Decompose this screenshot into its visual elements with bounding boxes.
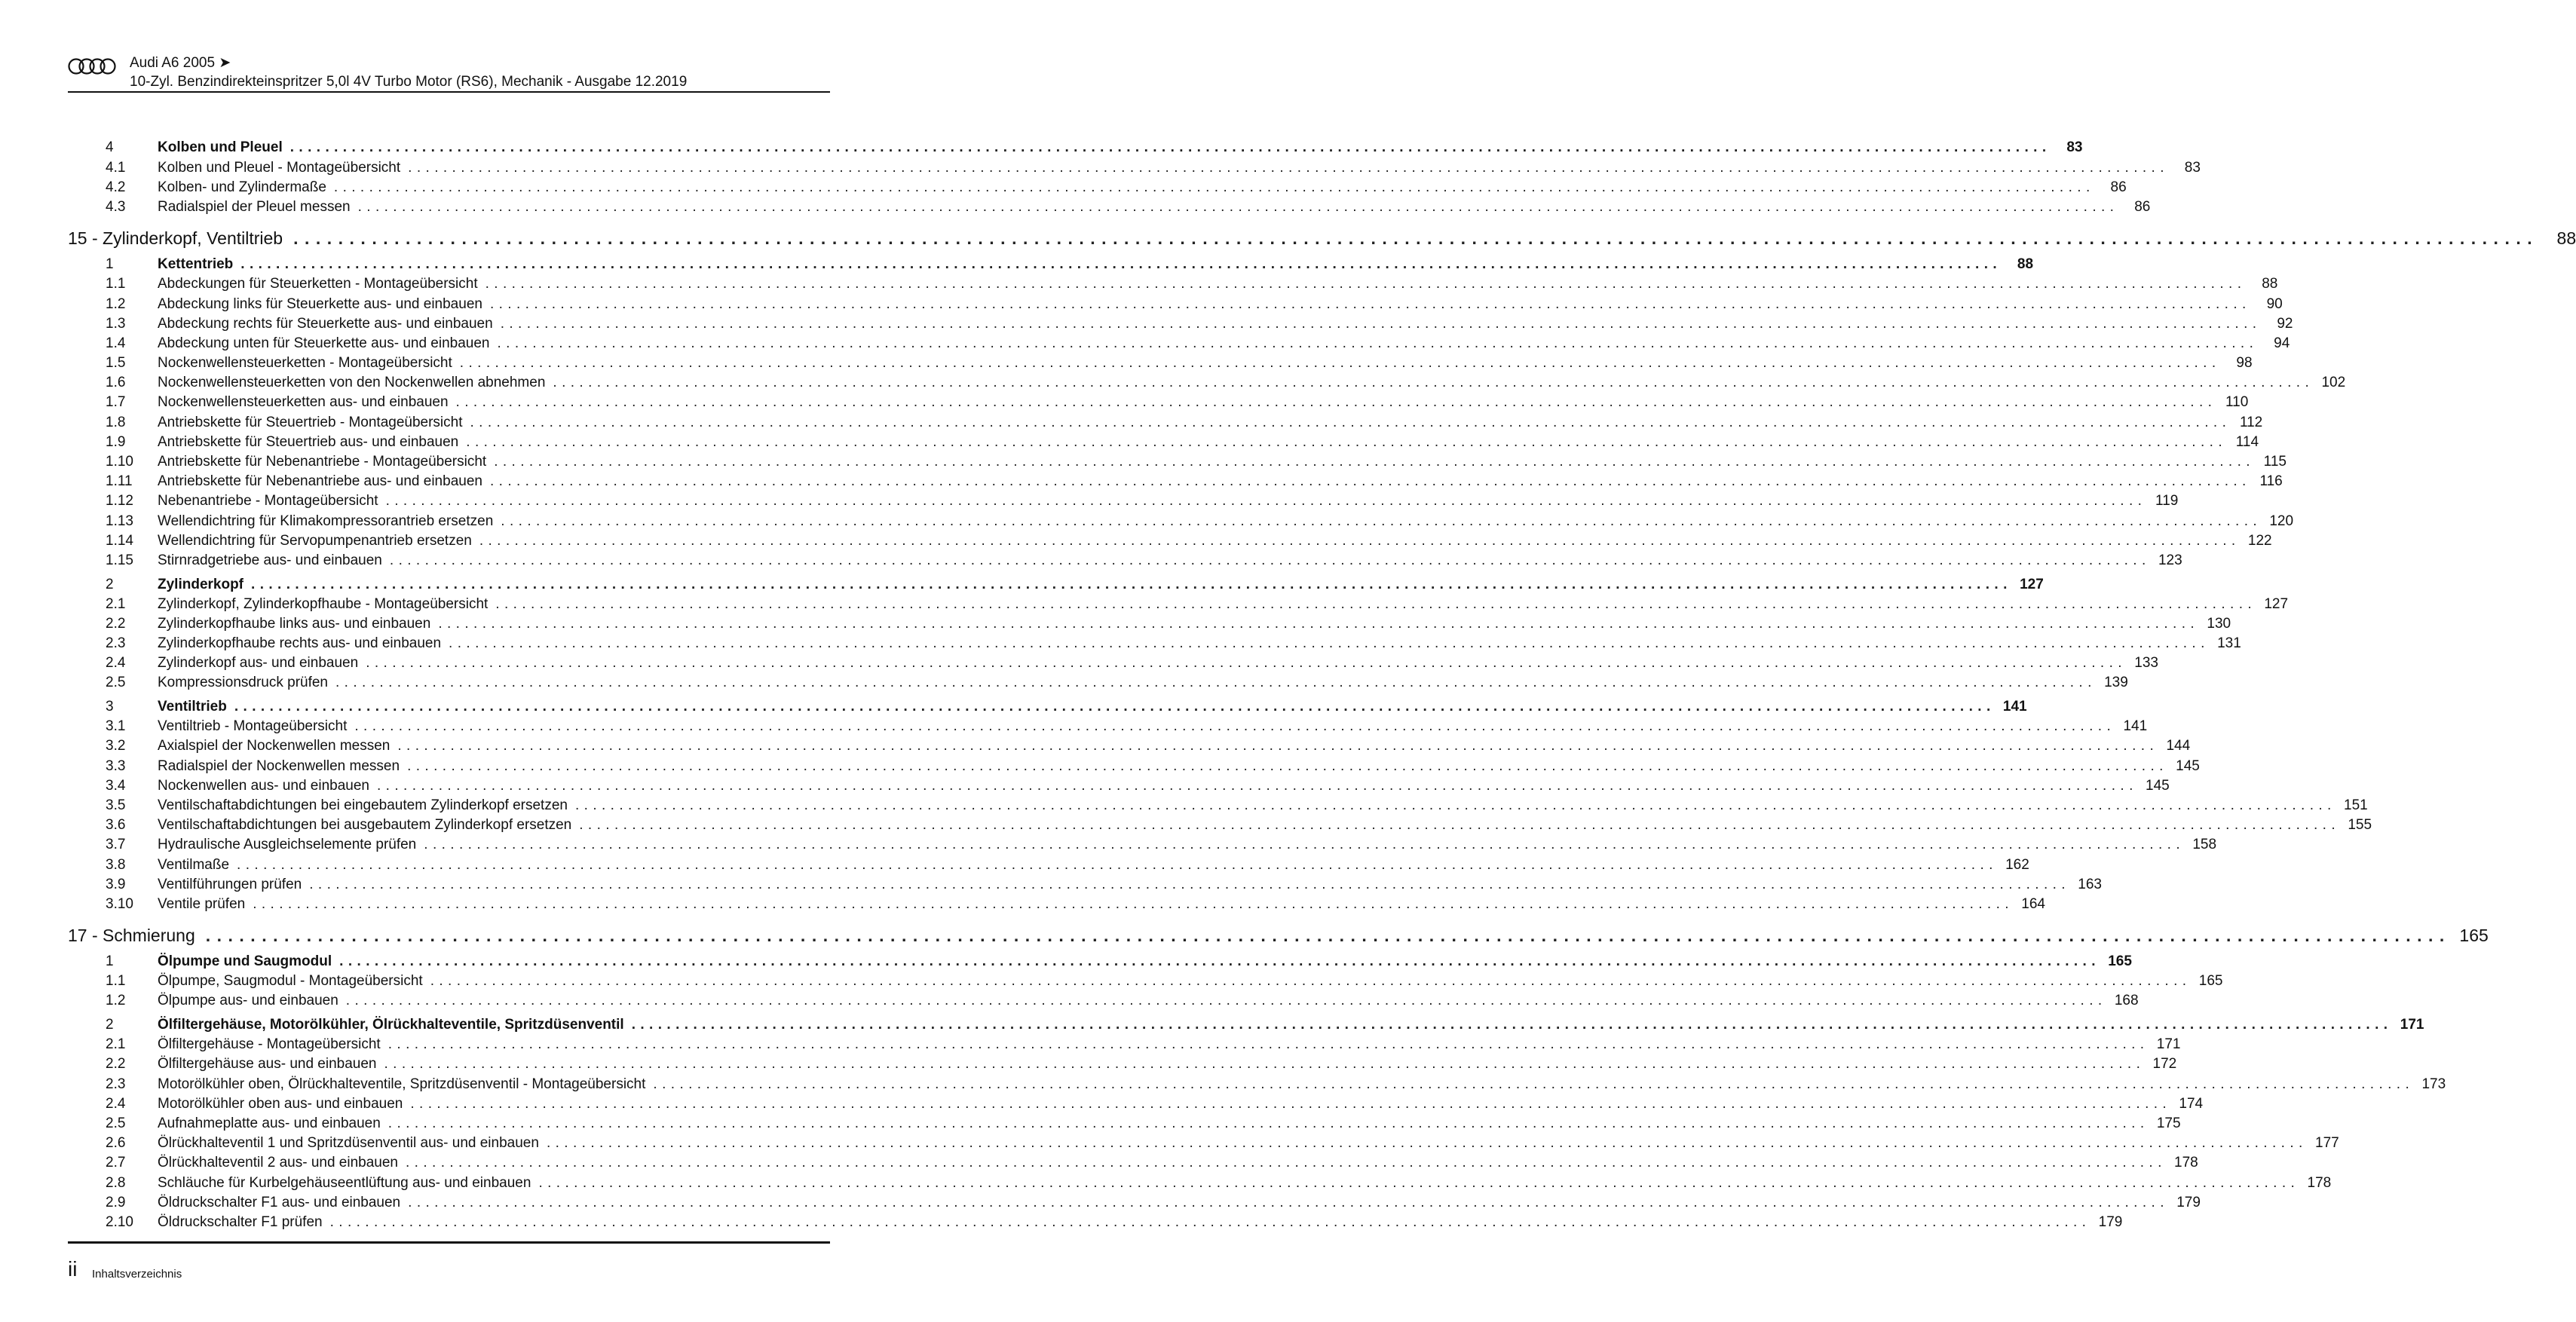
toc-entry[interactable] [68,595,2289,616]
toc-entry[interactable] [68,295,2283,316]
dot-leader: ........................................................................................................................................................................................................ [354,718,2116,735]
entry-page: 144 [2166,738,2191,754]
entry-page: 175 [2156,1115,2181,1131]
entry-title: Ventile prüfen [158,895,246,912]
entry-title: Ölfiltergehäuse - Montageübersicht [158,1036,381,1053]
entry-title: Antriebskette für Nebenantriebe aus- und einbauen [158,473,482,490]
entry-number: 1.15 [106,552,133,568]
entry-number: 2.5 [106,1115,126,1131]
toc-chapter[interactable] [68,926,2489,950]
toc-entry[interactable] [68,454,2287,473]
dot-leader: ........................................................................................................................................................................................................ [384,1056,2146,1073]
entry-page: 88 [2556,228,2576,249]
entry-title: Radialspiel der Nockenwellen messen [158,757,400,774]
entry-page: 165 [2108,953,2132,970]
entry-number: 3.3 [106,757,126,774]
entry-title: Axialspiel der Nockenwellen messen [158,738,391,754]
dot-leader: ........................................................................................................................................................................................................ [489,295,2251,312]
dot-leader: ........................................................................................................................................................................................................ [424,837,2185,853]
toc-entry[interactable] [68,895,2045,916]
entry-page: 131 [2217,635,2241,652]
entry-title: Kolben- und Zylindermaße [158,179,326,195]
entry-number: 1.13 [106,513,133,529]
dot-leader: ........................................................................................................................................................................................................ [407,757,2168,774]
entry-page: 114 [2235,433,2259,450]
entry-title: Schläuche für Kurbelgehäuseentlüftung aus- und einbauen [158,1174,531,1191]
entry-number: 2.4 [106,655,126,672]
entry-title: Ölpumpe aus- und einbauen [158,993,338,1009]
dot-leader: ........................................................................................................................................................................................................ [376,777,2138,794]
entry-number: 2.3 [106,635,126,652]
entry-number: 3.4 [106,777,126,794]
toc-entry[interactable] [68,757,2200,778]
toc-entry[interactable] [68,615,2231,635]
dot-leader: ........................................................................................................................................................................................................ [500,315,2262,332]
entry-title: Ventilschaftabdichtungen bei ausgebautem Zylinderkopf ersetzen [158,817,572,834]
toc-entry[interactable] [68,335,2290,355]
entry-page: 86 [2110,179,2127,195]
dot-leader: ........................................................................................................................................................................................................ [430,973,2192,990]
footer-rule [68,1241,830,1244]
toc-entry[interactable] [68,856,2029,877]
entry-number: 1.10 [106,454,133,470]
entry-number: 4 [106,139,114,156]
entry-page: 90 [2266,295,2283,312]
toc-entry[interactable] [68,837,2217,856]
header-model: Audi A6 2005 ➤ [130,55,231,71]
entry-page: 92 [2277,315,2293,332]
dot-leader: ........................................................................................................................................................................................................ [553,375,2314,391]
entry-title: Radialspiel der Pleuel messen [158,198,351,215]
dot-leader: ........................................................................................................................................................................................................ [205,926,2451,946]
toc-entry[interactable] [68,738,2191,757]
dot-leader: ........................................................................................................................................................................................................ [455,394,2217,411]
entry-page: 133 [2134,655,2158,672]
entry-title: Ventiltrieb - Montageübersicht [158,718,348,735]
dot-leader: ........................................................................................................................................................................................................ [574,797,2336,813]
entry-page: 83 [2066,139,2083,156]
entry-page: 127 [2020,576,2044,592]
entry-title: Ventiltrieb [158,699,227,715]
dot-leader: ........................................................................................................................................................................................................ [459,355,2221,372]
entry-number: 4.2 [106,179,126,195]
header-subtitle: 10-Zyl. Benzindirekteinspritzer 5,0l 4V Turbo Motor (RS6), Mechanik - Ausgabe 12.2019 [130,74,688,90]
footer-page-number: ii [68,1257,78,1281]
entry-number: 1.2 [106,295,126,312]
audi-rings-logo [68,57,118,75]
toc-entry[interactable] [68,414,2263,434]
entry-page: 115 [2263,454,2287,470]
toc-entry[interactable] [68,993,2139,1012]
entry-title: Wellendichtring für Klimakompressorantrieb ersetzen [158,513,494,529]
entry-page: 155 [2348,817,2372,834]
entry-number: 1.6 [106,375,126,391]
entry-page: 141 [2002,699,2027,715]
entry-number: 3 [106,699,114,715]
entry-title: 17 - Schmierung [68,926,195,946]
entry-page: 122 [2247,532,2272,549]
dot-leader: ........................................................................................................................................................................................................ [397,738,2159,754]
toc-chapter[interactable] [68,228,2576,252]
entry-number: 2.7 [106,1155,126,1171]
toc-entry[interactable] [68,1194,2201,1214]
entry-title: Kolben und Pleuel [158,139,283,156]
entry-title: Ölpumpe und Saugmodul [158,953,332,970]
entry-title: Ölrückhalteventil 2 aus- und einbauen [158,1155,398,1171]
entry-page: 168 [2114,993,2139,1009]
entry-title: Kettentrieb [158,256,234,273]
entry-number: 1.4 [106,335,126,351]
entry-title: Motorölkühler oben, Ölrückhalteventile, Spritzdüsenventil - Montageübersicht [158,1076,646,1092]
entry-number: 2.2 [106,615,126,632]
entry-page: 141 [2123,718,2148,735]
toc-section[interactable] [68,699,2027,718]
entry-number: 4.1 [106,159,126,176]
dot-leader: ........................................................................................................................................................................................................ [237,856,1998,873]
toc-entry[interactable] [68,1155,2198,1174]
dot-leader: ........................................................................................................................................................................................................ [408,159,2169,176]
dot-leader: ........................................................................................................................................................................................................ [389,552,2151,568]
entry-page: 179 [2176,1194,2201,1210]
toc-entry[interactable] [68,797,2368,817]
entry-page: 94 [2274,335,2290,351]
toc-entry[interactable] [68,1056,2177,1076]
entry-title: Motorölkühler oben aus- und einbauen [158,1095,403,1112]
dot-leader: ........................................................................................................................................................................................................ [495,595,2257,612]
entry-number: 3.7 [106,837,126,853]
dot-leader: ........................................................................................................................................................................................................ [357,198,2119,215]
dot-leader: ........................................................................................................................................................................................................ [579,817,2341,834]
toc-entry[interactable] [68,635,2241,655]
entry-page: 171 [2400,1017,2424,1033]
entry-page: 127 [2264,595,2289,612]
entry-title: Zylinderkopf, Zylinderkopfhaube - Montageübersicht [158,595,489,612]
entry-page: 112 [2239,414,2263,430]
entry-number: 2.9 [106,1194,126,1210]
entry-page: 177 [2315,1135,2339,1152]
toc-entry[interactable] [68,473,2283,493]
toc-entry[interactable] [68,493,2179,513]
entry-page: 151 [2344,797,2368,813]
toc-entry[interactable] [68,179,2127,199]
dot-leader: ........................................................................................................................................................................................................ [410,1095,2172,1112]
entry-title: Antriebskette für Nebenantriebe - Montageübersicht [158,454,487,470]
entry-title: Zylinderkopfhaube links aus- und einbauen [158,615,431,632]
entry-title: Ölpumpe, Saugmodul - Montageübersicht [158,973,423,990]
entry-number: 3.2 [106,738,126,754]
entry-number: 1.7 [106,394,126,411]
entry-number: 2.5 [106,675,126,691]
entry-title: Ölrückhalteventil 1 und Spritzdüsenventil aus- und einbauen [158,1135,539,1152]
toc-entry[interactable] [68,876,2102,896]
entry-title: Aufnahmeplatte aus- und einbauen [158,1115,381,1131]
dot-leader: ........................................................................................................................................................................................................ [653,1076,2415,1092]
toc-entry[interactable] [68,552,2182,572]
toc-entry[interactable] [68,718,2148,738]
entry-page: 165 [2459,926,2489,946]
dot-leader: ........................................................................................................................................................................................................ [293,228,2539,249]
entry-title: Nockenwellensteuerketten von den Nockenwellen abnehmen [158,375,546,391]
entry-page: 130 [2207,615,2231,632]
entry-number: 1 [106,953,114,970]
entry-number: 3.5 [106,797,126,813]
entry-page: 178 [2307,1174,2332,1191]
entry-page: 119 [2155,493,2179,510]
entry-number: 2.8 [106,1174,126,1191]
entry-title: Ölfiltergehäuse aus- und einbauen [158,1056,377,1073]
entry-page: 116 [2259,473,2283,490]
entry-title: Abdeckung rechts für Steuerkette aus- und einbauen [158,315,493,332]
entry-page: 86 [2134,198,2151,215]
entry-title: Ölfiltergehäuse, Motorölkühler, Ölrückhalteventile, Spritzdüsenventil [158,1017,624,1033]
toc-entry[interactable] [68,1115,2181,1135]
entry-title: Zylinderkopf aus- und einbauen [158,655,359,672]
entry-number: 3.6 [106,817,126,834]
toc-entry[interactable] [68,532,2272,552]
entry-number: 2.4 [106,1095,126,1112]
entry-title: Stirnradgetriebe aus- und einbauen [158,552,382,568]
entry-title: Kompressionsdruck prüfen [158,675,328,691]
entry-number: 1 [106,256,114,273]
entry-title: Abdeckung unten für Steuerkette aus- und einbauen [158,335,490,351]
entry-title: Nockenwellensteuerketten aus- und einbauen [158,394,449,411]
entry-page: 83 [2184,159,2201,176]
dot-leader: ........................................................................................................................................................................................................ [546,1135,2308,1152]
entry-title: Nebenantriebe - Montageübersicht [158,493,378,510]
entry-number: 4.3 [106,198,126,215]
dot-leader: ........................................................................................................................................................................................................ [489,473,2251,490]
entry-title: Antriebskette für Steuertrieb - Montageübersicht [158,414,463,430]
entry-title: Wellendichtring für Servopumpenantrieb ersetzen [158,532,472,549]
entry-title: Öldruckschalter F1 prüfen [158,1213,323,1230]
toc-entry[interactable] [68,973,2223,993]
table-of-contents [68,136,2576,1234]
toc-entry[interactable] [68,655,2158,675]
dot-leader: ........................................................................................................................................................................................................ [289,139,2051,156]
entry-number: 1.9 [106,433,126,450]
entry-number: 1.12 [106,493,133,510]
entry-title: Ventilschaftabdichtungen bei eingebautem Zylinderkopf ersetzen [158,797,568,813]
dot-leader: ........................................................................................................................................................................................................ [470,414,2231,430]
dot-leader: ........................................................................................................................................................................................................ [485,276,2247,292]
toc-entry[interactable] [68,394,2249,414]
dot-leader: ........................................................................................................................................................................................................ [449,635,2210,652]
toc-entry[interactable] [68,777,2170,797]
dot-leader: ........................................................................................................................................................................................................ [335,675,2097,691]
entry-number: 2 [106,1017,114,1033]
entry-number: 3.8 [106,856,126,873]
dot-leader: ........................................................................................................................................................................................................ [466,433,2228,450]
toc-entry[interactable] [68,513,2294,533]
toc-entry[interactable] [68,675,2128,694]
toc-entry[interactable] [68,198,2151,219]
toc-entry[interactable] [68,375,2346,394]
dot-leader: ........................................................................................................................................................................................................ [387,1115,2149,1131]
toc-section[interactable] [68,576,2044,596]
dot-leader: ........................................................................................................................................................................................................ [501,513,2262,529]
entry-page: 162 [2005,856,2029,873]
entry-page: 120 [2269,513,2294,529]
toc-entry[interactable] [68,276,2278,295]
dot-leader: ........................................................................................................................................................................................................ [240,256,2002,273]
entry-number: 3.10 [106,895,133,912]
entry-page: 178 [2174,1155,2198,1171]
entry-page: 98 [2236,355,2253,372]
dot-leader: ........................................................................................................................................................................................................ [309,876,2070,892]
entry-number: 2.6 [106,1135,126,1152]
entry-number: 2.1 [106,1036,126,1053]
entry-page: 172 [2152,1056,2177,1073]
entry-title: Nockenwellensteuerketten - Montageübersicht [158,355,452,372]
entry-page: 102 [2321,375,2346,391]
dot-leader: ........................................................................................................................................................................................................ [538,1174,2300,1191]
entry-number: 3.1 [106,718,126,735]
entry-title: Hydraulische Ausgleichselemente prüfen [158,837,417,853]
toc-entry[interactable] [68,1213,2123,1234]
entry-title: Ventilführungen prüfen [158,876,302,892]
entry-page: 173 [2421,1076,2446,1092]
dot-leader: ........................................................................................................................................................................................................ [408,1194,2169,1210]
dot-leader: ........................................................................................................................................................................................................ [329,1213,2091,1230]
toc-entry[interactable] [68,1095,2204,1115]
entry-page: 158 [2192,837,2217,853]
entry-page: 165 [2198,973,2223,990]
entry-page: 174 [2179,1095,2204,1112]
dot-leader: ........................................................................................................................................................................................................ [494,454,2255,470]
entry-page: 163 [2078,876,2102,892]
entry-title: Abdeckungen für Steuerketten - Montageübersicht [158,276,478,292]
toc-entry[interactable] [68,1076,2446,1096]
dot-leader: ........................................................................................................................................................................................................ [438,615,2200,632]
dot-leader: ........................................................................................................................................................................................................ [479,532,2241,549]
entry-page: 88 [2017,256,2034,273]
entry-number: 1.8 [106,414,126,430]
entry-title: Zylinderkopf [158,576,244,592]
entry-page: 171 [2156,1036,2181,1053]
toc-entry[interactable] [68,433,2259,454]
entry-page: 164 [2021,895,2045,912]
dot-leader: ........................................................................................................................................................................................................ [405,1155,2167,1171]
toc-entry[interactable] [68,355,2253,375]
entry-title: Ventilmaße [158,856,230,873]
entry-number: 2.1 [106,595,126,612]
dot-leader: ........................................................................................................................................................................................................ [251,576,2012,592]
toc-section[interactable] [68,1017,2424,1036]
entry-page: 179 [2098,1213,2123,1230]
entry-number: 2.10 [106,1213,133,1230]
entry-page: 123 [2158,552,2182,568]
toc-entry[interactable] [68,1174,2332,1195]
entry-page: 139 [2104,675,2128,691]
dot-leader: ........................................................................................................................................................................................................ [253,895,2014,912]
toc-section[interactable] [68,953,2132,973]
dot-leader: ........................................................................................................................................................................................................ [631,1017,2393,1033]
entry-number: 1.2 [106,993,126,1009]
header-rule [68,91,830,93]
toc-entry[interactable] [68,817,2372,837]
entry-number: 1.14 [106,532,133,549]
entry-title: Nockenwellen aus- und einbauen [158,777,369,794]
toc-entry[interactable] [68,1135,2339,1155]
dot-leader: ........................................................................................................................................................................................................ [366,655,2127,672]
entry-number: 2.2 [106,1056,126,1073]
dot-leader: ........................................................................................................................................................................................................ [333,179,2095,195]
toc-section[interactable] [68,139,2083,159]
toc-section[interactable] [68,256,2034,276]
dot-leader: ........................................................................................................................................................................................................ [234,699,1996,715]
entry-number: 3.9 [106,876,126,892]
dot-leader: ........................................................................................................................................................................................................ [497,335,2259,351]
entry-title: Zylinderkopfhaube rechts aus- und einbauen [158,635,442,652]
entry-title: Antriebskette für Steuertrieb aus- und einbauen [158,433,459,450]
entry-number: 2 [106,576,114,592]
dot-leader: ........................................................................................................................................................................................................ [339,953,2100,970]
entry-page: 145 [2176,757,2200,774]
toc-entry[interactable] [68,1036,2181,1056]
toc-entry[interactable] [68,315,2293,335]
dot-leader: ........................................................................................................................................................................................................ [345,993,2107,1009]
entry-number: 1.1 [106,276,126,292]
footer-title: Inhaltsverzeichnis [92,1268,182,1281]
entry-number: 1.11 [106,473,133,490]
entry-title: Kolben und Pleuel - Montageübersicht [158,159,401,176]
entry-number: 1.1 [106,973,126,990]
entry-number: 1.5 [106,355,126,372]
entry-page: 88 [2262,276,2278,292]
entry-title: Abdeckung links für Steuerkette aus- und einbauen [158,295,482,312]
entry-page: 110 [2225,394,2249,411]
entry-number: 2.3 [106,1076,126,1092]
entry-title: Öldruckschalter F1 aus- und einbauen [158,1194,401,1210]
entry-page: 145 [2146,777,2170,794]
dot-leader: ........................................................................................................................................................................................................ [387,1036,2149,1053]
dot-leader: ........................................................................................................................................................................................................ [385,493,2147,510]
entry-title: 15 - Zylinderkopf, Ventiltrieb [68,228,283,249]
entry-number: 1.3 [106,315,126,332]
toc-entry[interactable] [68,159,2201,179]
